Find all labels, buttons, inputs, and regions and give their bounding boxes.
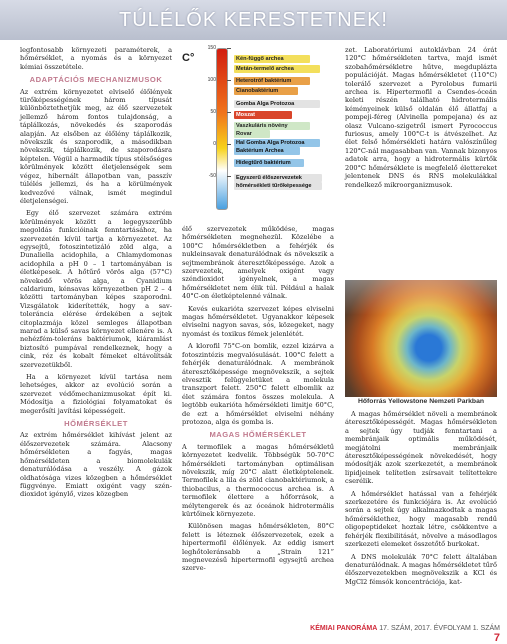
intro-paragraph: legfontosabb környezeti paraméterek, a hőmérséklet, a nyomás és a környezet kémiai összetétele. <box>20 46 172 71</box>
organism-label: Vaszkuláris növény <box>234 122 310 130</box>
chart-unit-label: C° <box>182 52 195 64</box>
tick-mark <box>227 48 231 49</box>
tick-mark <box>227 112 231 113</box>
paragraph: Az extrém környezetet elviselő élőlények türőképességének három típusát különböztethetjük meg, az élő szervezetek jellemző három fontos tulajdonság, a táplálkozás, növekedés és szaporodás alapján. Az elsőben az élőlény táplálkozik, növekszik és szaporodik, a másodikban növekszik, táplálkozik, de szaporodásra képtelen. Végül a harmadik típus stélsőséges körülmények között életjelenségek sem végez, hibernált állapotban van, passzív túlélés jellemzi, és ha a körülmények kedvezővé válnak, ismét megindul életjelenségei. <box>20 87 172 205</box>
heading-high-temperature: MAGAS HŐMÉRSÉKLET <box>209 430 307 440</box>
paragraph: Különösen magas hőmérsékleten, 80°C felett is léteznek élőszervezetek, ezek a hipertermofil élőlények. Az eddig ismert leghőtoleránsabb a „Strain 121” megnevezésű hipertermofil egysejtű archea szerve- <box>182 522 334 573</box>
page-footer <box>300 625 500 644</box>
page-title: TÚLÉLŐK KERESTETNEK! <box>119 9 388 31</box>
heading-temperature: HŐMÉRSÉKLET <box>64 419 128 429</box>
column-left <box>20 46 172 503</box>
page-header <box>0 0 507 40</box>
tick-mark <box>227 144 231 145</box>
tick-label: 50 <box>210 109 216 115</box>
paragraph: élő szervezetek működése, magas hőmérsékleten megnehezül. Közelébe a 100°C hőmérsékletben a fehérjék és nukleinsavak denaturálódnak és növekszik a sejtmembránok áteresztőképessége. Azok a szervezetek, amelyek oxigént vagy széndioxidot igényelnek, a magas hőmérsékletet nem élik túl. Például a halak 40°C-on életképtelenné válnak. <box>182 225 334 301</box>
photo-steam <box>345 280 497 315</box>
tick-label: -50 <box>208 173 216 179</box>
paragraph: Egy élő szervezet számára extrém körülmények között a legegyszerűbb megoldás funkcióinak fenntartásához, ha szervezetén kívül tartja a környezetet. Az egysejtű, fotoszintetizáló zöld alga, a Dunaliella acidophila, a Chlamydomonas acidophila a pH 0 – 1 tartományában is életképesek. A hőtűrő vörös alga (57°C) növekedő vörös alga, a Cyanidium caldarium, kénsavas környezetben pH 2 – 4 közötti tartományban képes szaporodni. Vizsgálatok kiderítették, hogy a sav-toleráncia elérése érdekében a sejtek citoplazmája közel semleges állapotban marad a külső savas környezet ellenére is. A nehézfém-toleráns baktériumok, kiáramlást biztosító pumpával rendelkeznek, hogy a cink, réz és kobalt fémeket eltávolítsák szervezetükből. <box>20 209 172 369</box>
tick-label: 0 <box>213 141 216 147</box>
paragraph: A klorofil 75°C-on bomlik, ezzel kizárva a fotoszintézis megvalósulását. 100°C felett a fehérjék denaturálódnak. A membránok áteresztőképessége megnövekszik, a sejtek elvesztik felügyeletüket a molekula transzport felett. 250°C felett elbomlik az élet számára fontos összes molekula. A legtöbb eukarióta hőmérsékleti limitje 60°C, de ezt a hőmérséklet elviselni néhány protozoa, alga és gomba is. <box>182 342 334 426</box>
issue-info: 17. SZÁM, 2017. ÉVFOLYAM 1. SZÁM <box>379 625 500 632</box>
paragraph: Ha a környezet kívül tartása nem lehetséges, akkor az evolúció során a szervezet védőmechanizmusokat épít ki. Módosítja a fiziológiai folyamatokat és megerősíti javítási képességeit. <box>20 373 172 415</box>
tick-label: 150 <box>207 45 216 51</box>
photo-caption: Hőforrás Yellowstone Nemzeti Parkban <box>357 398 485 405</box>
page-number: 7 <box>493 632 500 644</box>
organism-label: Baktérium Archea <box>234 147 300 155</box>
tick-mark <box>227 80 231 81</box>
tick-mark <box>227 176 231 177</box>
organism-label: Gomba Alga Protozoa <box>234 100 320 108</box>
organism-label: Kén-függő archea <box>234 55 310 63</box>
magazine-name: KÉMIAI PANORÁMA <box>310 625 378 632</box>
chart-caption-line: hőmérsékleti tűrőképessége <box>234 182 322 190</box>
organism-label: Hal Gomba Alga Protozoa <box>234 139 320 147</box>
temperature-tolerance-chart <box>182 42 336 220</box>
organism-label: Rovar <box>234 130 270 138</box>
organism-label: Hidegtűrő baktérium <box>234 159 304 167</box>
paragraph: A termofilek a magas hőmérsékletű környezetet kedvelik. Többségük 50-70°C hőmérsékleti tartományban optimálisan növekszik, míg 20°C alatt életképtelenek. Termofilek a lila és zöld cianobaktériumok, a thiobacilus, a thermococcus archea is. A termofilek élettere a hőforrások, a mélytengerek és az óceánok hidrotermális kürtőinek környezete. <box>182 442 334 518</box>
paragraph: A hőmérséklet hatással van a fehérjék szerkezetére és funkciójára is. Az evolúció során a sejtek úgy alkalmazkodtak a magas hőmérséklethez, hogy magasabb rendű oligopeptideket hoztak létre, csökkentve a fehérjék flexibilitását, növelve a másodlagos szerkezeti elemeket összetőtő burkokat. <box>345 489 497 549</box>
organism-label: Cianobaktérium <box>234 87 298 95</box>
chart-caption-line: Egyszerű élőszervezetek <box>234 174 322 182</box>
thermometer-bar <box>216 48 228 210</box>
paragraph: zet. Laboratóriumi autoklávban 24 órát 120°C hőmérsékleten tartva, majd ismét szobahőmérsékletre hűtve, megduplázta populációját. Magas hőmérsékletet (110°C) tolerálő szervezet a Pyrolobus fumarii archea is. Hipertermofil a Csendes-óceán keleti részén található hidrotermális kéményeinek külső oldalán élő állatfaj a pompeji-féreg (Alvinella pompejana) és az olasz Vulcano-szigetről ismert Pyrococcus furiosus, amely 100°C-t is átvészelhet. Az élet felső hőmérsékleti határa valószínűleg 120°C-nál magasabban van. Vannak bizonyos adatok arra, hogy a hidrotermális kürtők 200°C hőmérséklete is megfelelő élettereket jelentenek DNS és RNS molekulákkal rendelkező mikroorganizmusok. <box>345 46 497 189</box>
organism-label: Heterotróf baktérium <box>234 77 310 85</box>
column-middle <box>182 225 334 577</box>
heading-adaptation: ADAPTÁCIÓS MECHANIZMUSOK <box>29 75 163 85</box>
paragraph: A magas hőmérséklet növeli a membránok áteresztőképességét. Magas hőmérsékleten a sejtek úgy tudják fenntartani a membránjaik optimális működését, megjátolni membránjaik áteresztőképességének növekedését, hogy módosítják azok szerkezetét, a membránok lipidjeinek telítetlen zsírsavait telítettekre cserélik. <box>345 410 497 486</box>
column-right-lower <box>345 410 497 590</box>
tick-label: 100 <box>207 77 216 83</box>
paragraph: Az extrém hőmérséklet kihívást jelent az élőszervezetek számára. Alacsony hőmérsékleten a fagyás, magas hőmérsékleten a biomolekulák denaturálódása a veszély. A gázok oldhatósága vizes közegben a hőmérséklet függvénye. Emiatt oxigént vagy szén-dioxidot igénylő, vizes közegben <box>20 431 172 499</box>
hot-spring-photo <box>345 280 497 397</box>
paragraph: Kevés eukarióta szervezet képes elviselni magas hőmérsékletet. Ugyanakkor képesek elviselni nagyon savas, sós, közegeket, nagy nyomást és toxikus fémek jelenlétét. <box>182 304 334 338</box>
organism-label: Moszat <box>234 111 292 119</box>
column-right <box>345 46 497 193</box>
paragraph: A DNS molekulák 70°C felett általában denaturálódnak. A magas hőmérsékletet tűrő élőszervezetekben megnövekszik a KCl és MgCl2 fémsók koncentrációja, kat- <box>345 552 497 586</box>
organism-label: Metán-termelő archea <box>234 65 320 73</box>
